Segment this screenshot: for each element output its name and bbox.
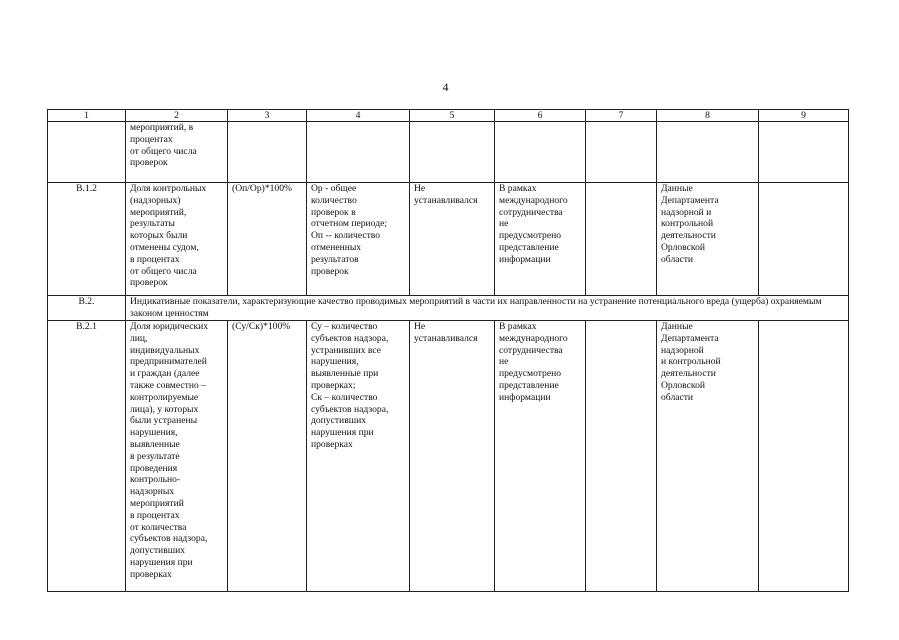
text-line: Оп -- количество (311, 230, 381, 242)
text-line: от общего числа (130, 145, 197, 157)
text-line: международного (499, 332, 568, 344)
text-line: и граждан (далее (130, 368, 200, 380)
text-line: деятельности (661, 368, 716, 380)
text-line: проверок (311, 265, 349, 277)
text-line: также совместно – (130, 379, 206, 391)
text-line: от количества (130, 521, 187, 533)
id-cell: В.2.1 (48, 321, 126, 592)
text-line: допустивших (311, 415, 367, 427)
text-line: результатов (311, 253, 359, 265)
text-line: представление (499, 241, 559, 253)
table-row-continuation (48, 122, 849, 183)
id-cell: В.1.2 (48, 183, 126, 296)
text-line: субъектов надзора, (311, 332, 389, 344)
empty-cell (759, 321, 849, 592)
name-cell (126, 183, 228, 296)
text-line: международного (499, 194, 568, 206)
formula-cell (228, 122, 307, 183)
text-line: количество (311, 194, 357, 206)
text-line: отмененных (311, 241, 362, 253)
text-line: Данные (661, 321, 693, 332)
text-line: Су – количество (311, 321, 378, 332)
international-cell (495, 321, 586, 592)
header-cell: 6 (495, 110, 586, 122)
empty-cell (586, 183, 657, 296)
formula-cell: (Су/Ск)*100% (228, 321, 307, 592)
text-line: Доля юридических (130, 321, 209, 332)
text-line: мероприятий (130, 497, 184, 509)
definition-cell (307, 183, 410, 296)
text-line: не (499, 218, 509, 230)
table-row-section-b2 (48, 296, 849, 321)
text-line: сотрудничества (499, 206, 563, 218)
text-line: Департамента (661, 332, 719, 344)
text-line: проверок (130, 157, 168, 169)
text-line: выявленные при (311, 368, 379, 380)
name-cell (126, 122, 228, 183)
text-line: области (661, 253, 694, 265)
text-line: проверках (130, 568, 172, 580)
text-line: Орловской (661, 379, 706, 391)
text-line: субъектов надзора, (130, 533, 208, 545)
international-cell (495, 183, 586, 296)
text-line: проверках (311, 438, 353, 450)
page-number: 4 (442, 80, 449, 94)
text-line: Ор - общее (311, 183, 357, 194)
text-line: надзорной и (661, 206, 712, 218)
formula-cell: (Оп/Ор)*100% (228, 183, 307, 296)
section-title-cell: Индикативные показатели, характеризующие качество проводимых мероприятий в части их направленности на устранение потенциального вреда (ущерба) охраняемым законом ценностям (126, 296, 849, 321)
text-line: мероприятий, (130, 206, 187, 218)
text-line: Данные (661, 183, 693, 194)
header-cell: 1 (48, 110, 126, 122)
header-cell: 7 (586, 110, 657, 122)
text-line: отменены судом, (130, 241, 199, 253)
text-line: деятельности (661, 230, 716, 242)
empty-cell (586, 321, 657, 592)
text-line: нарушения при (130, 556, 193, 568)
text-line: нарушения при (311, 427, 374, 439)
id-cell: В.2. (48, 296, 126, 321)
text-line: и контрольной (661, 356, 721, 368)
text-line: устанавливался (414, 194, 478, 206)
table-header-row (48, 110, 849, 122)
header-cell: 8 (657, 110, 759, 122)
indicator-table (47, 109, 849, 592)
text-line: в результате (130, 450, 180, 462)
base-value-cell (410, 321, 495, 592)
definition-cell (307, 122, 410, 183)
empty-cell (586, 122, 657, 183)
text-line: надзорных (130, 486, 175, 498)
text-line: мероприятий, в (130, 122, 194, 133)
header-cell: 4 (307, 110, 410, 122)
text-line: которых были (130, 230, 188, 242)
text-line: сотрудничества (499, 344, 563, 356)
header-cell: 3 (228, 110, 307, 122)
text-line: В рамках (499, 183, 537, 194)
header-cell: 5 (410, 110, 495, 122)
text-line: проведения (130, 462, 178, 474)
text-line: проверках; (311, 379, 356, 391)
text-line: отчетном периоде; (311, 218, 388, 230)
text-line: нарушения, (311, 356, 359, 368)
text-line: информации (499, 253, 551, 265)
text-line: Орловской (661, 241, 706, 253)
text-line: Не (414, 321, 426, 332)
text-line: от общего числа (130, 265, 197, 277)
table-row-b21 (48, 321, 849, 592)
text-line: Не (414, 183, 426, 194)
source-cell (657, 122, 759, 183)
international-cell (495, 122, 586, 183)
source-cell (657, 321, 759, 592)
text-line: в процентах (130, 253, 180, 265)
text-line: предпринимателей (130, 356, 207, 368)
text-line: проверок в (311, 206, 356, 218)
text-line: контрольно- (130, 474, 181, 486)
text-line: надзорной (661, 344, 704, 356)
text-line: лиц, (130, 332, 148, 344)
table-row-b12 (48, 183, 849, 296)
text-line: субъектов надзора, (311, 403, 389, 415)
text-line: устранивших все (311, 344, 382, 356)
text-line: индивидуальных (130, 344, 200, 356)
base-value-cell (410, 183, 495, 296)
empty-cell (759, 122, 849, 183)
text-line: (надзорных) (130, 194, 181, 206)
empty-cell (759, 183, 849, 296)
source-cell (657, 183, 759, 296)
text-line: не (499, 356, 509, 368)
text-line: Ск – количество (311, 391, 378, 403)
text-line: информации (499, 391, 551, 403)
text-line: области (661, 391, 694, 403)
text-line: в процентах (130, 509, 180, 521)
header-cell: 9 (759, 110, 849, 122)
text-line: проверок (130, 277, 168, 289)
text-line: выявленные (130, 438, 180, 450)
text-line: В рамках (499, 321, 537, 332)
text-line: контролируемые (130, 391, 199, 403)
text-line: были устранены (130, 415, 198, 427)
text-line: процентах (130, 133, 173, 145)
text-line: лица), у которых (130, 403, 199, 415)
text-line: результаты (130, 218, 175, 230)
name-cell (126, 321, 228, 592)
text-line: контрольной (661, 218, 714, 230)
text-line: Доля контрольных (130, 183, 207, 194)
text-line: нарушения, (130, 427, 178, 439)
definition-cell (307, 321, 410, 592)
text-line: предусмотрено (499, 230, 562, 242)
text-line: представление (499, 379, 559, 391)
text-line: устанавливался (414, 332, 478, 344)
id-cell (48, 122, 126, 183)
header-cell: 2 (126, 110, 228, 122)
base-value-cell (410, 122, 495, 183)
text-line: Департамента (661, 194, 719, 206)
text-line: допустивших (130, 545, 186, 557)
text-line: предусмотрено (499, 368, 562, 380)
